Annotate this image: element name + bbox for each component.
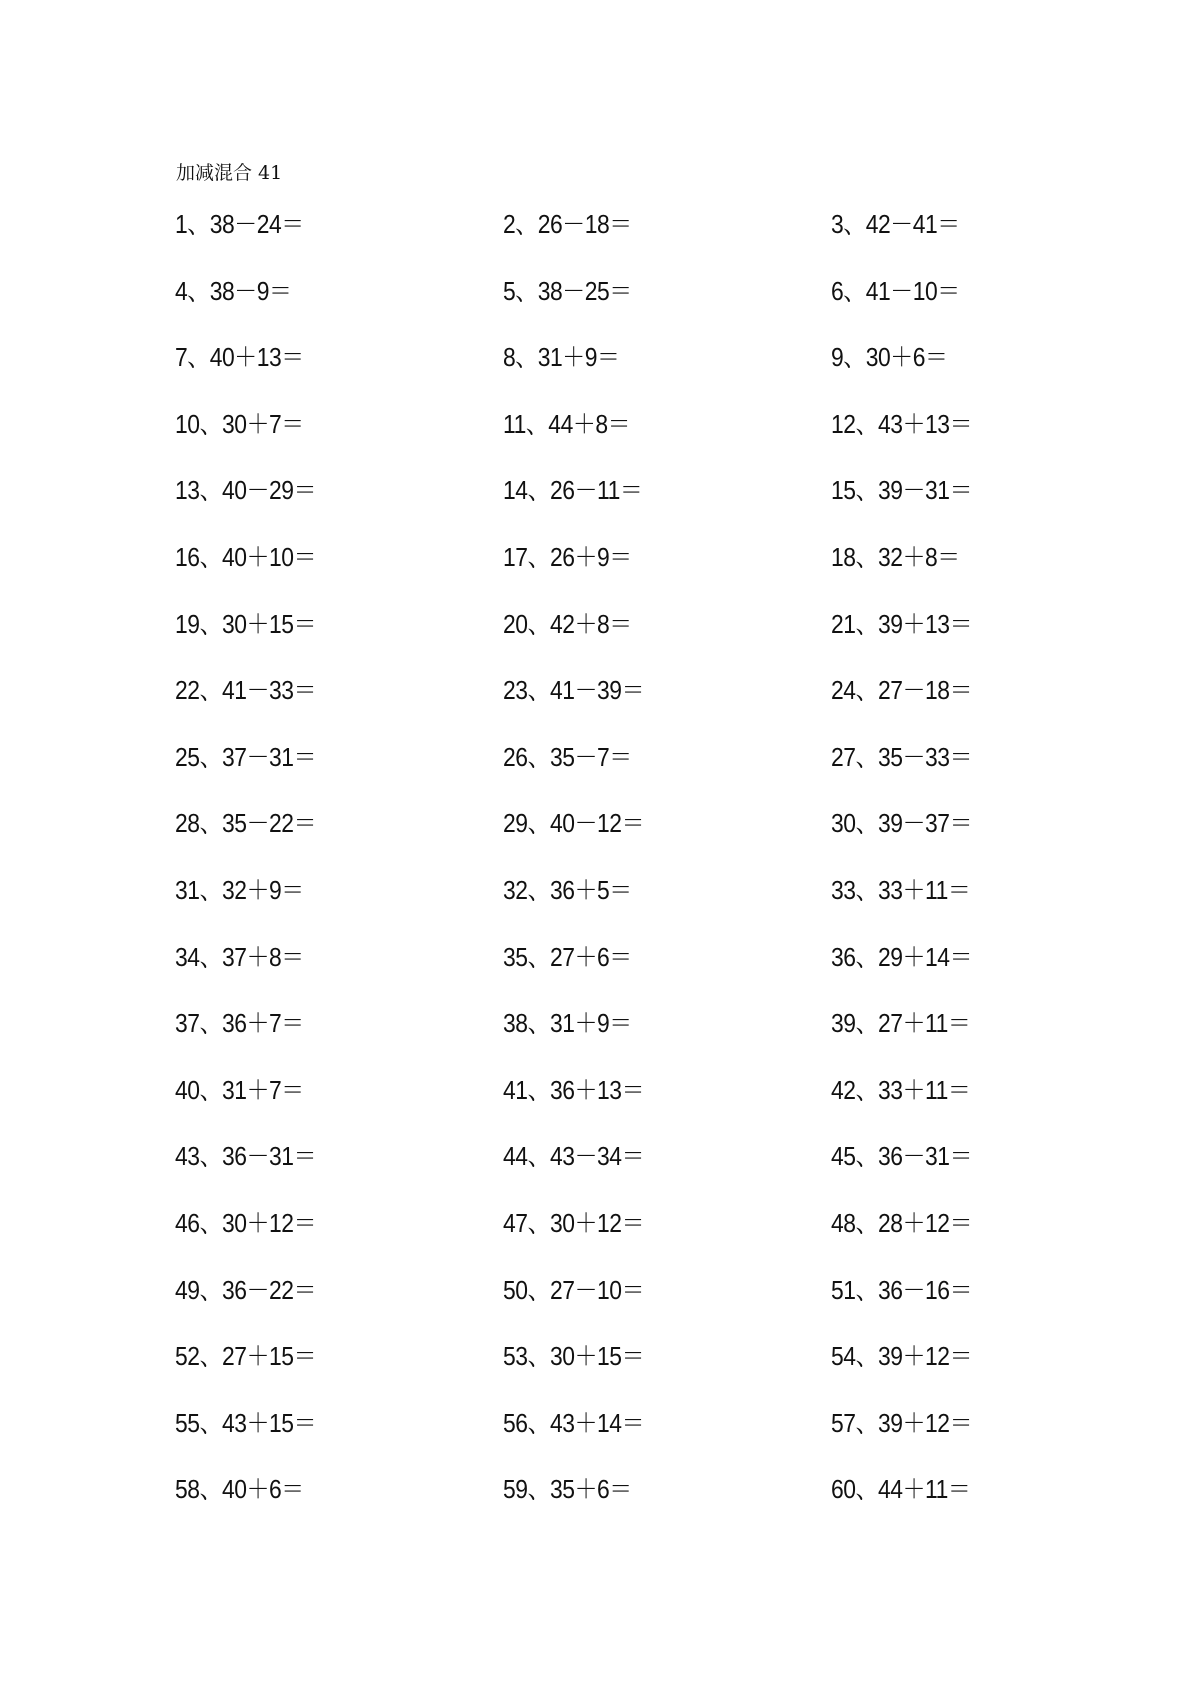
problem-item: 57、39＋12＝ (831, 1407, 973, 1438)
problem-item: 33、33＋11＝ (831, 874, 971, 905)
problem-item: 41、36＋13＝ (503, 1074, 645, 1105)
problem-item: 31、32＋9＝ (175, 874, 304, 905)
problem-item: 7、40＋13＝ (175, 342, 304, 373)
problem-item: 28、35－22＝ (175, 808, 317, 839)
problem-row (175, 670, 1075, 737)
problem-item: 37、36＋7＝ (175, 1008, 304, 1039)
problem-item: 42、33＋11＝ (831, 1074, 971, 1105)
problem-item: 59、35＋6＝ (503, 1474, 632, 1505)
problem-item: 26、35－7＝ (503, 741, 632, 772)
problem-row (175, 204, 1075, 271)
problem-item: 36、29＋14＝ (831, 941, 973, 972)
problem-item: 27、35－33＝ (831, 741, 973, 772)
problem-item: 50、27－10＝ (503, 1274, 645, 1305)
problem-row (175, 537, 1075, 604)
problem-grid (175, 204, 1075, 1536)
problem-item: 24、27－18＝ (831, 675, 973, 706)
problem-item: 14、26－11＝ (503, 475, 643, 506)
problem-item: 8、31＋9＝ (503, 342, 620, 373)
problem-item: 47、30＋12＝ (503, 1207, 645, 1238)
problem-item: 1、38－24＝ (175, 209, 304, 239)
problem-item: 18、32＋8＝ (831, 541, 960, 572)
problem-item: 9、30＋6＝ (831, 342, 948, 373)
problem-item: 3、42－41＝ (831, 209, 960, 239)
problem-row (175, 1003, 1075, 1070)
problem-item: 45、36－31＝ (831, 1141, 973, 1172)
problem-row (175, 604, 1075, 671)
problem-row (175, 803, 1075, 870)
problem-item: 29、40－12＝ (503, 808, 645, 839)
problem-item: 23、41－39＝ (503, 675, 645, 706)
problem-row (175, 337, 1075, 404)
problem-row (175, 1136, 1075, 1203)
problem-item: 39、27＋11＝ (831, 1008, 971, 1039)
problem-item: 20、42＋8＝ (503, 608, 632, 639)
problem-item: 51、36－16＝ (831, 1274, 973, 1305)
problem-item: 25、37－31＝ (175, 741, 317, 772)
problem-item: 15、39－31＝ (831, 475, 973, 506)
problem-row (175, 1469, 1075, 1536)
problem-row (175, 470, 1075, 537)
problem-item: 6、41－10＝ (831, 275, 960, 306)
problem-item: 21、39＋13＝ (831, 608, 973, 639)
problem-item: 55、43＋15＝ (175, 1407, 317, 1438)
problem-item: 53、30＋15＝ (503, 1341, 645, 1372)
worksheet-title: 加减混合 41 (176, 162, 283, 184)
problem-item: 5、38－25＝ (503, 275, 632, 306)
problem-row (175, 737, 1075, 804)
problem-item: 60、44＋11＝ (831, 1474, 971, 1505)
problem-item: 4、38－9＝ (175, 275, 292, 306)
problem-item: 46、30＋12＝ (175, 1207, 317, 1238)
problem-item: 16、40＋10＝ (175, 541, 317, 572)
problem-item: 19、30＋15＝ (175, 608, 317, 639)
problem-row (175, 1203, 1075, 1270)
problem-item: 35、27＋6＝ (503, 941, 632, 972)
problem-item: 11、44＋8＝ (503, 408, 631, 439)
problem-item: 2、26－18＝ (503, 209, 632, 239)
problem-row (175, 1270, 1075, 1337)
problem-row (175, 1403, 1075, 1470)
problem-row (175, 404, 1075, 471)
problem-item: 30、39－37＝ (831, 808, 973, 839)
problem-item: 54、39＋12＝ (831, 1341, 973, 1372)
problem-item: 48、28＋12＝ (831, 1207, 973, 1238)
problem-item: 56、43＋14＝ (503, 1407, 645, 1438)
problem-item: 12、43＋13＝ (831, 408, 973, 439)
problem-item: 13、40－29＝ (175, 475, 317, 506)
problem-item: 44、43－34＝ (503, 1141, 645, 1172)
problem-item: 40、31＋7＝ (175, 1074, 304, 1105)
problem-row (175, 937, 1075, 1004)
problem-item: 49、36－22＝ (175, 1274, 317, 1305)
problem-item: 58、40＋6＝ (175, 1474, 304, 1505)
problem-item: 52、27＋15＝ (175, 1341, 317, 1372)
problem-row (175, 1336, 1075, 1403)
problem-item: 34、37＋8＝ (175, 941, 304, 972)
problem-item: 22、41－33＝ (175, 675, 317, 706)
problem-item: 32、36＋5＝ (503, 874, 632, 905)
problem-row (175, 1070, 1075, 1137)
problem-item: 10、30＋7＝ (175, 408, 304, 439)
problem-row (175, 870, 1075, 937)
problem-row (175, 271, 1075, 338)
problem-item: 38、31＋9＝ (503, 1008, 632, 1039)
problem-item: 43、36－31＝ (175, 1141, 317, 1172)
problem-item: 17、26＋9＝ (503, 541, 632, 572)
